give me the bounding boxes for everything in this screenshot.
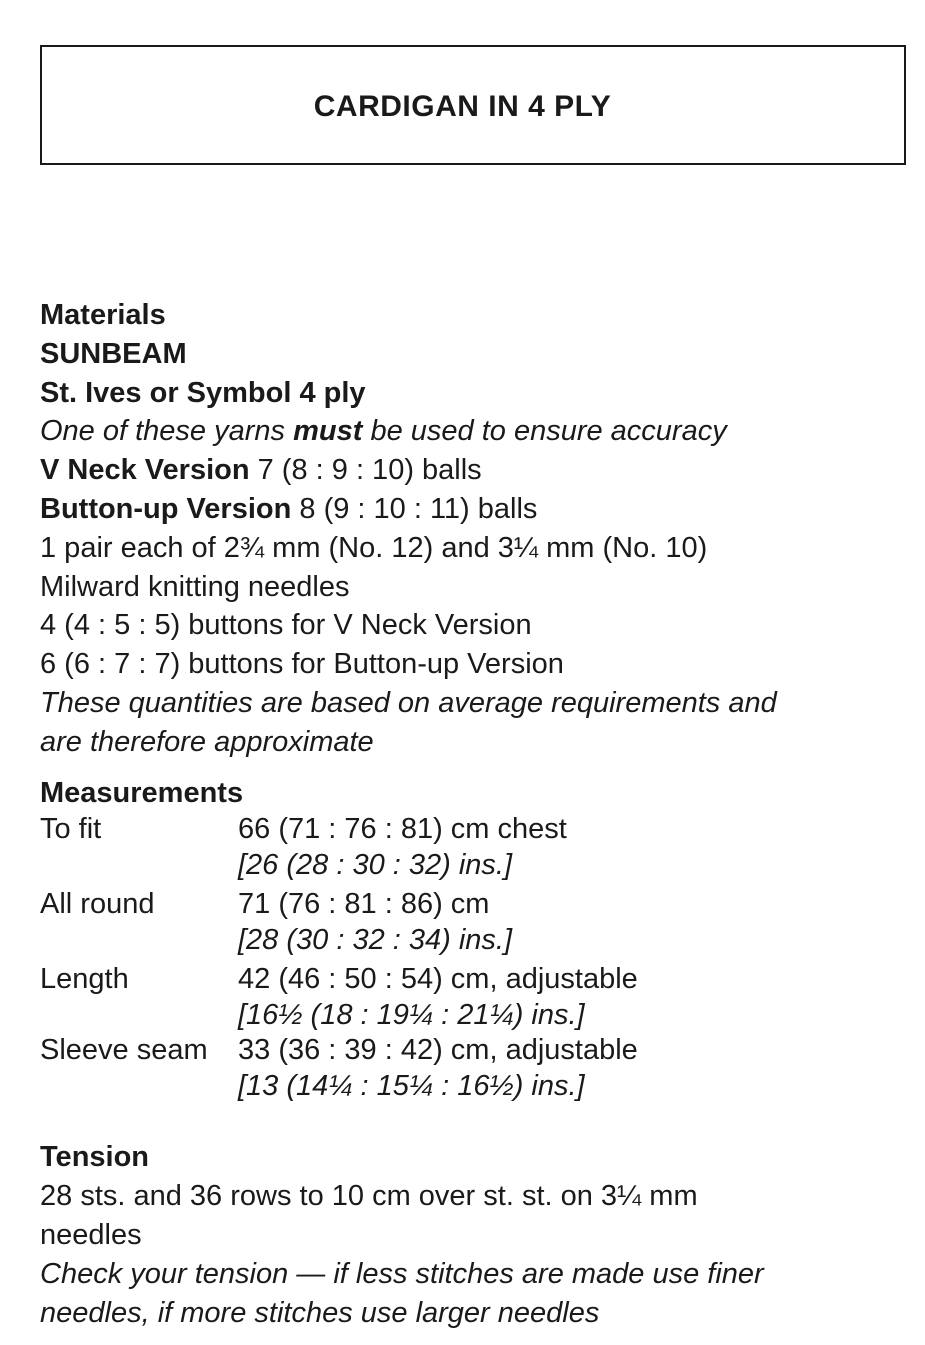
- measurement-metric: 71 (76 : 81 : 86) cm: [238, 888, 490, 921]
- measurement-label: Length: [40, 963, 129, 996]
- yarn-type: St. Ives or Symbol 4 ply: [40, 376, 366, 409]
- measurement-row: [40, 1033, 910, 1104]
- tension-heading: Tension: [40, 1141, 150, 1174]
- buttons-vneck: 4 (4 : 5 : 5) buttons for V Neck Version: [40, 609, 532, 642]
- tension-line-2: needles: [40, 1218, 142, 1251]
- measurement-values: [238, 962, 910, 1033]
- buttonup-balls: 8 (9 : 10 : 11) balls: [291, 492, 538, 525]
- needles-line-2: Milward knitting needles: [40, 570, 350, 603]
- materials-heading: Materials: [40, 299, 166, 331]
- vneck-balls: 7 (8 : 9 : 10) balls: [249, 454, 482, 487]
- measurement-metric: 33 (36 : 39 : 42) cm, adjustable: [238, 1034, 638, 1067]
- yarn-note-post: be used to ensure accuracy: [362, 415, 727, 448]
- yarn-note-pre: One of these yarns: [40, 415, 294, 448]
- vneck-label: V Neck Version: [40, 454, 250, 487]
- quantities-note-1: These quantities are based on average requirements and: [40, 686, 777, 719]
- tension-line-1: 28 sts. and 36 rows to 10 cm over st. st. on 3¼ mm: [40, 1180, 698, 1213]
- measurement-label: To fit: [40, 813, 102, 846]
- measurement-imperial: [26 (28 : 30 : 32) ins.]: [238, 848, 513, 881]
- quantities-note-2: are therefore approximate: [40, 725, 374, 758]
- pattern-content: [40, 296, 910, 1332]
- measurement-values: [238, 1033, 910, 1104]
- yarn-brand: SUNBEAM: [40, 337, 187, 370]
- yarn-note: [40, 412, 910, 451]
- measurement-label: All round: [40, 888, 155, 921]
- measurement-row: [40, 962, 910, 1033]
- measurement-imperial: [16½ (18 : 19¼ : 21¼) ins.]: [238, 998, 585, 1031]
- tension-check-2: needles, if more stitches use larger needles: [40, 1296, 600, 1329]
- measurement-imperial: [28 (30 : 32 : 34) ins.]: [238, 923, 513, 956]
- buttonup-quantity: [40, 490, 910, 529]
- measurement-metric: 42 (46 : 50 : 54) cm, adjustable: [238, 963, 638, 996]
- needles-line-1: 1 pair each of 2¾ mm (No. 12) and 3¼ mm (No. 10): [40, 531, 708, 564]
- measurement-values: [238, 812, 910, 883]
- buttons-buttonup: 6 (6 : 7 : 7) buttons for Button-up Version: [40, 648, 564, 681]
- measurement-imperial: [13 (14¼ : 15¼ : 16½) ins.]: [238, 1069, 585, 1102]
- measurement-label: Sleeve seam: [40, 1034, 208, 1067]
- measurement-metric: 66 (71 : 76 : 81) cm chest: [238, 813, 567, 846]
- vneck-quantity: [40, 451, 910, 490]
- buttonup-label: Button-up Version: [40, 492, 292, 525]
- measurements-heading: Measurements: [40, 776, 244, 809]
- yarn-note-emphasis: must: [293, 415, 363, 448]
- tension-check-1: Check your tension — if less stitches are made use finer: [40, 1257, 764, 1290]
- measurement-values: [238, 887, 910, 958]
- measurements-table: [40, 812, 910, 1104]
- page-title: CARDIGAN IN 4 PLY: [313, 90, 612, 123]
- measurement-row: [40, 887, 910, 958]
- measurement-row: [40, 812, 910, 883]
